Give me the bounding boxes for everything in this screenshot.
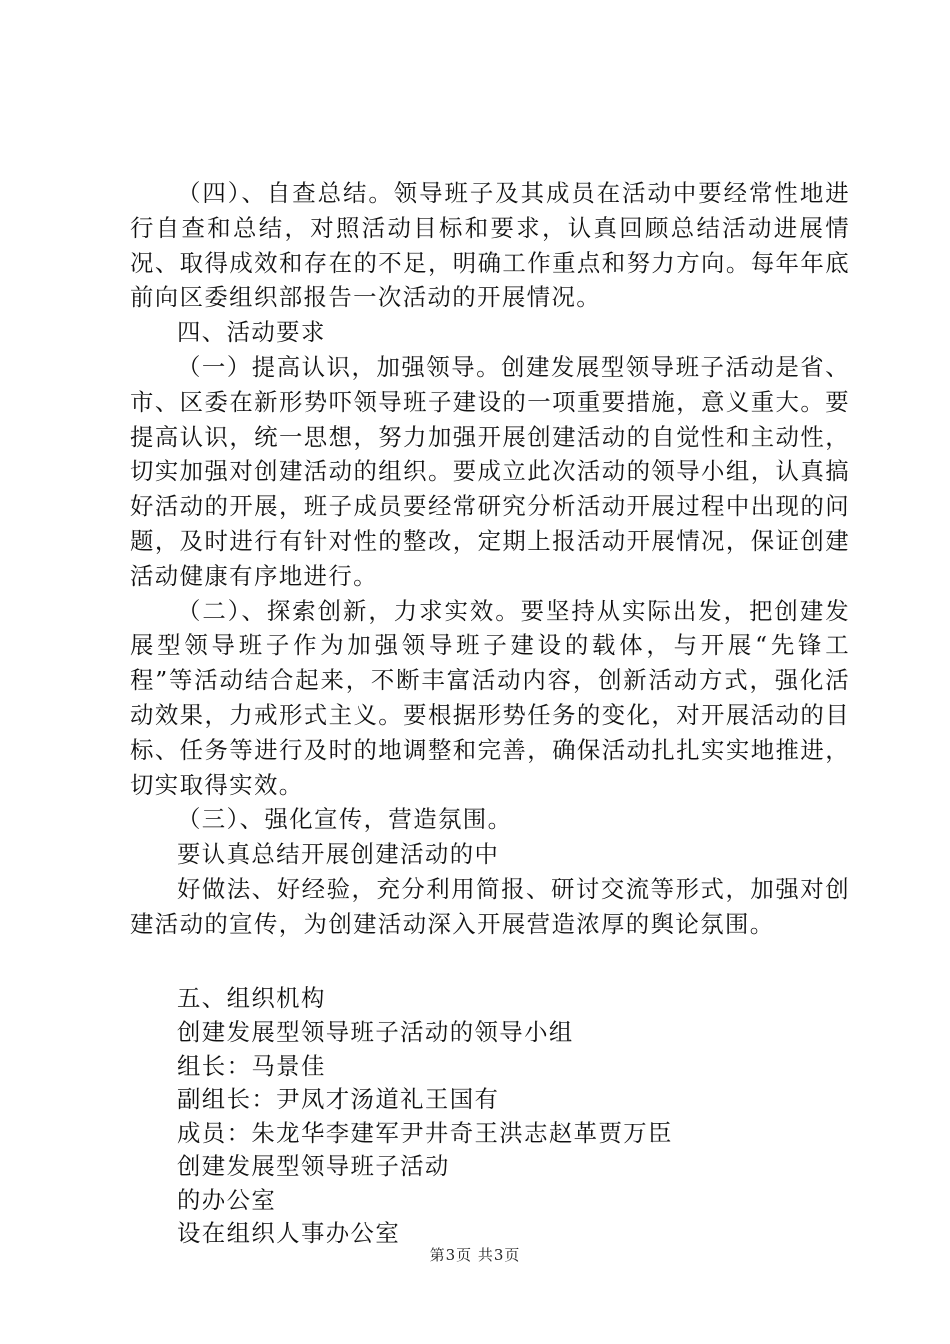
paragraph-raise-awareness: （一）提高认识，加强领导。创建发展型领导班子活动是省、市、区委在新形势吓领导班子建设的一项重要措施，意义重大。要提高认识，统一思想，努力加强开展创建活动的自觉性和主动性，切实加强对创建活动的组织。要成立此次活动的领导小组，认真搞好活动的开展，班子成员要经常研究分析活动开展过程中出现的问题，及时进行有针对性的整改，定期上报活动开展情况，保证创建活动健康有序地进行。: [130, 352, 850, 590]
document-body: [130, 176, 850, 1251]
office-title-part1: 创建发展型领导班子活动: [177, 1152, 450, 1181]
paragraph-strengthen-publicity: （三）、强化宣传，营造氛围。: [177, 805, 513, 834]
office-title-part2: 的办公室: [177, 1185, 277, 1214]
heading-activity-requirements: 四、活动要求: [177, 318, 326, 347]
page-number: 第3页 共3页: [429, 1246, 521, 1264]
paragraph-summarize-fragment: 要认真总结开展创建活动的中: [177, 840, 500, 869]
blank-line: [130, 942, 850, 977]
group-leader: 组长：马景佳: [177, 1051, 326, 1080]
group-members: 成员：朱龙华李建军尹井奇王洪志赵革贾万臣: [177, 1118, 673, 1147]
paragraph-good-practices: 好做法、好经验，充分利用简报、研讨交流等形式，加强对创建活动的宣传，为创建活动深入开展营造浓厚的舆论氛围。: [130, 874, 850, 938]
paragraph-self-check: （四）、自查总结。领导班子及其成员在活动中要经常性地进行自查和总结，对照活动目标和要求，认真回顾总结活动进展情况、取得成效和存在的不足，明确工作重点和努力方向。每年年底前向区委组织部报告一次活动的开展情况。: [130, 179, 850, 312]
page-footer: [0, 1244, 950, 1265]
heading-organization: 五、组织机构: [177, 984, 326, 1013]
paragraph-explore-innovation: （二）、探索创新，力求实效。要坚持从实际出发，把创建发展型领导班子作为加强领导班子建设的载体，与开展“先锋工程”等活动结合起来，不断丰富活动内容，创新活动方式，强化活动效果，力戒形式主义。要根据形势任务的变化，对开展活动的目标、任务等进行及时的地调整和完善，确保活动扎扎实实地推进，切实取得实效。: [130, 596, 850, 799]
leading-group-title: 创建发展型领导班子活动的领导小组: [177, 1017, 574, 1046]
office-location: 设在组织人事办公室: [177, 1219, 401, 1248]
deputy-group-leaders: 副组长：尹凤才汤道礼王国有: [177, 1085, 500, 1114]
organization-section: [130, 982, 850, 1251]
